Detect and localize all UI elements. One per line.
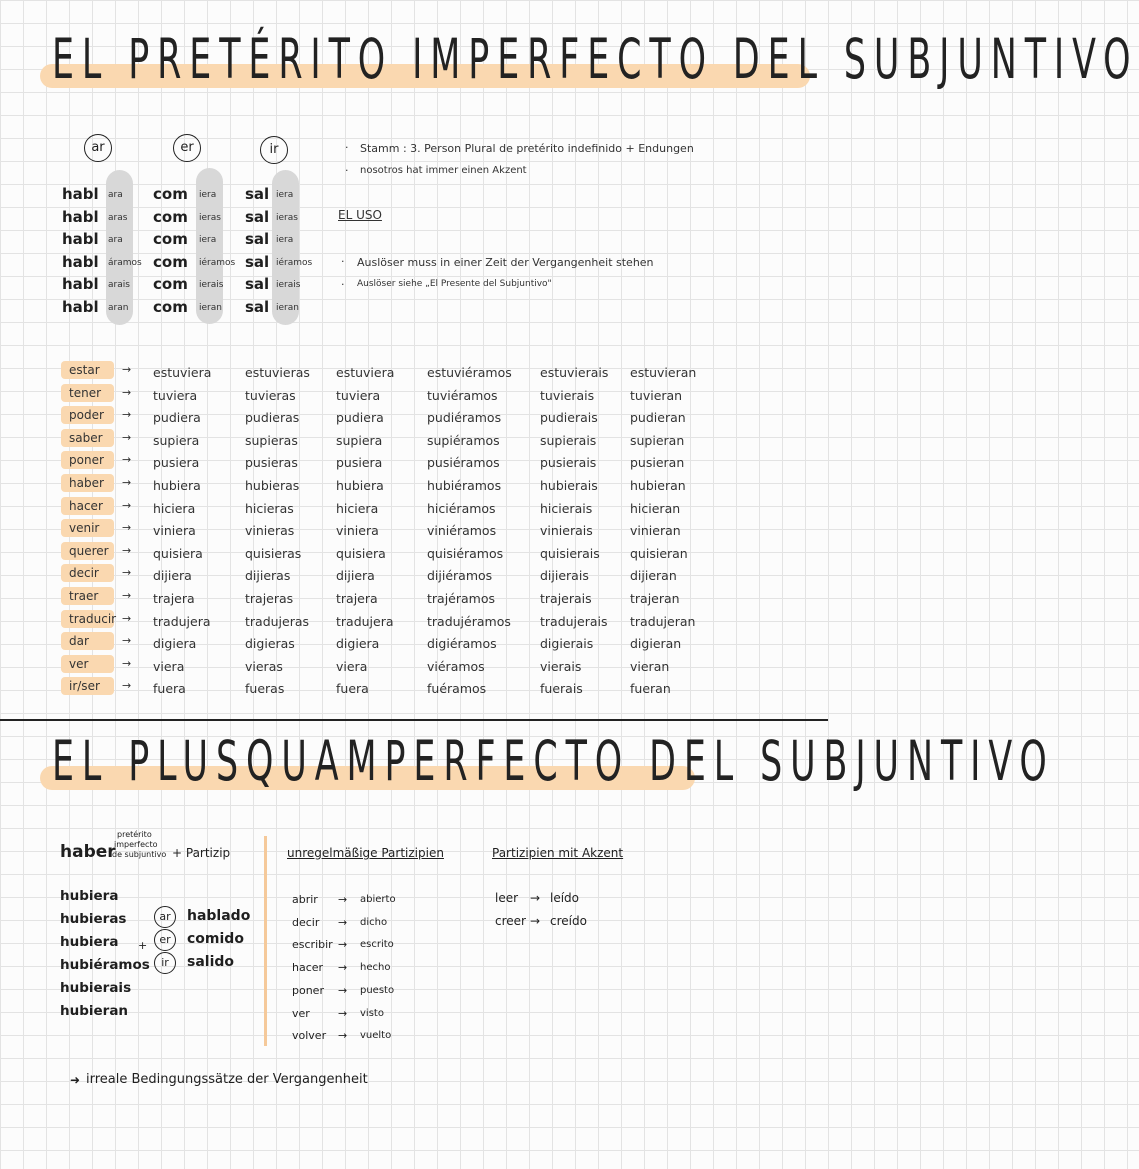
stem-ar: habl xyxy=(62,230,99,248)
group-ar-circle: ar xyxy=(84,134,112,162)
stem-er: com xyxy=(153,297,188,316)
ending-er: iera xyxy=(199,235,217,245)
conjugated-form: pusiera xyxy=(153,455,200,471)
verb-tag: haber xyxy=(61,474,114,492)
ending-er: ierais xyxy=(199,280,224,290)
conjugated-form: pusieras xyxy=(245,455,298,471)
ending-ar: aran xyxy=(108,302,129,313)
conjugated-form: digiéramos xyxy=(427,636,497,652)
conjugated-form: digierais xyxy=(540,636,594,652)
ending-ir: iera xyxy=(276,235,294,245)
conjugated-form: viera xyxy=(336,658,368,674)
conjugated-form: viéramos xyxy=(427,658,485,674)
verb-tag: querer xyxy=(61,542,114,560)
conjugated-form: fuera xyxy=(336,681,369,697)
conjugated-form: vinierais xyxy=(540,523,593,539)
conjugated-form: vinieras xyxy=(245,523,295,539)
arrow-right-icon: → xyxy=(338,915,348,929)
arrow-right-icon: → xyxy=(338,961,348,975)
conjugated-form: quisiera xyxy=(336,545,386,561)
stem-ar: habl xyxy=(62,185,99,203)
arrow-right-icon: → xyxy=(122,521,132,535)
ending-ir: iéramos xyxy=(276,257,313,268)
participle-infinitive: poner xyxy=(292,983,324,997)
stem-ar: habl xyxy=(62,297,99,316)
arrow-right-icon: → xyxy=(338,938,348,952)
ending-er: ieras xyxy=(199,212,221,223)
participle-form: creído xyxy=(550,914,587,928)
conjugated-form: hicierais xyxy=(540,500,593,516)
ending-ir: ieran xyxy=(276,302,299,313)
participle-infinitive: ver xyxy=(292,1006,310,1020)
verb-tag: estar xyxy=(61,361,114,379)
ending-ir: ieras xyxy=(276,212,298,223)
conjugated-form: dijiéramos xyxy=(427,568,493,584)
verb-tag: ver xyxy=(61,655,114,673)
stem-er: com xyxy=(153,207,188,226)
conjugated-form: supiera xyxy=(153,432,200,448)
stem-ar: habl xyxy=(62,207,99,226)
verb-tag: ir/ser xyxy=(61,677,114,695)
stem-er: com xyxy=(153,230,188,248)
haber-form: hubieran xyxy=(60,1003,129,1019)
conjugated-form: pusieran xyxy=(630,455,685,471)
stem-er: com xyxy=(153,185,188,203)
verb-tag: dar xyxy=(61,632,114,650)
uso-heading: EL USO xyxy=(338,208,382,222)
arrow-right-icon: → xyxy=(122,363,132,376)
ending-ir: iera xyxy=(276,190,294,200)
stem-ir: sal xyxy=(245,252,270,271)
conjugated-form: tradujéramos xyxy=(427,613,511,629)
conjugated-form: dijiera xyxy=(336,568,375,584)
participle-infinitive: hacer xyxy=(292,961,324,975)
uso-note-1: Auslöser muss in einer Zeit der Vergangenheit stehen xyxy=(357,256,654,269)
stem-er: com xyxy=(153,252,188,271)
conjugated-form: hiciera xyxy=(153,500,196,516)
conjugated-form: supieras xyxy=(245,432,298,448)
verb-tag: traducir xyxy=(61,610,114,628)
conjugated-form: estuviera xyxy=(153,365,212,380)
conjugated-form: trajeran xyxy=(630,591,680,606)
participle-infinitive: escribir xyxy=(292,938,333,952)
arrow-right-icon: → xyxy=(338,983,348,997)
participle-infinitive: creer xyxy=(495,914,526,928)
conjugated-form: quisiera xyxy=(153,545,203,561)
conjugated-form: supiera xyxy=(336,432,383,448)
haber-label: haber xyxy=(60,842,116,862)
conjugated-form: trajerais xyxy=(540,591,592,606)
verb-tag: poner xyxy=(61,451,114,469)
arrow-right-icon: → xyxy=(122,430,132,444)
conjugated-form: digiera xyxy=(153,636,197,652)
arrow-right-icon: → xyxy=(122,589,132,602)
conjugated-form: fueras xyxy=(245,681,285,697)
conjugated-form: vinieran xyxy=(630,523,681,539)
group-er-circle: er xyxy=(173,134,201,162)
conjugated-form: pusiera xyxy=(336,455,383,471)
ending-er: iera xyxy=(199,190,217,200)
participle-form: leído xyxy=(550,891,580,905)
conjugated-form: hiciera xyxy=(336,500,379,516)
conjugated-form: quisieras xyxy=(245,545,302,561)
vertical-divider xyxy=(264,836,267,1046)
verb-tag: decir xyxy=(61,564,114,582)
verb-tag: poder xyxy=(61,406,114,424)
haber-form: hubiera xyxy=(60,934,119,950)
conjugated-form: hiciéramos xyxy=(427,500,496,516)
conjugated-form: estuviera xyxy=(336,365,395,380)
conjugated-form: hubieras xyxy=(245,478,300,493)
conjugated-form: vieras xyxy=(245,658,283,674)
verb-tag: traer xyxy=(61,587,114,605)
haber-sup-3: de subjuntivo xyxy=(112,850,167,859)
conjugated-form: dijiera xyxy=(153,568,192,584)
arrow-icon: ➜ xyxy=(70,1073,81,1087)
conjugated-form: estuvieras xyxy=(245,365,310,380)
conjugated-form: trajera xyxy=(153,591,195,606)
stem-ar: habl xyxy=(62,252,99,271)
conjugated-form: viniera xyxy=(336,523,379,539)
conjugated-form: trajéramos xyxy=(427,591,495,606)
participle-form: puesto xyxy=(360,984,395,996)
group-er-circle: er xyxy=(154,929,176,951)
conjugated-form: hicieran xyxy=(630,500,681,516)
arrow-right-icon: → xyxy=(122,476,132,489)
stem-ir: sal xyxy=(245,207,270,226)
stem-ar: habl xyxy=(62,275,99,293)
conjugated-form: quisierais xyxy=(540,545,600,561)
arrow-right-icon: → xyxy=(338,893,348,906)
section2-title: EL PLUSQUAMPERFECTO DEL SUBJUNTIVO xyxy=(52,730,1055,794)
conjugated-form: tradujera xyxy=(153,613,211,629)
uso-note-2: Auslöser siehe „El Presente del Subjuntivo" xyxy=(357,279,552,289)
ending-ar: ara xyxy=(108,235,123,245)
participle-form: abierto xyxy=(360,894,396,905)
verb-tag: saber xyxy=(61,429,114,447)
ending-ir: ierais xyxy=(276,280,301,290)
conjugated-form: tuvierais xyxy=(540,387,595,403)
verb-tag: hacer xyxy=(61,497,114,515)
arrow-right-icon: → xyxy=(338,1029,348,1043)
conjugated-form: tradujerais xyxy=(540,613,608,629)
participle-form: dicho xyxy=(360,916,388,928)
arrow-right-icon: → xyxy=(122,611,132,625)
note-bullet-2: · xyxy=(345,164,349,177)
conjugated-form: trajeras xyxy=(245,591,294,606)
ending-er: iéramos xyxy=(199,257,236,268)
conjugated-form: dijieran xyxy=(630,568,677,584)
conjugated-form: fuera xyxy=(153,681,186,697)
conjugated-form: digieras xyxy=(245,636,295,652)
conjugated-form: tradujeran xyxy=(630,613,696,629)
arrow-right-icon: → xyxy=(122,453,132,467)
verb-tag: venir xyxy=(61,519,114,537)
haber-form: hubierais xyxy=(60,980,132,996)
participle-form: hecho xyxy=(360,962,391,974)
participle-infinitive: decir xyxy=(292,915,320,929)
conjugated-form: dijieras xyxy=(245,568,291,584)
arrow-right-icon: → xyxy=(122,634,132,648)
conjugated-form: pudieran xyxy=(630,410,686,426)
ending-ar: ara xyxy=(108,190,123,200)
group-ir-circle: ir xyxy=(154,952,176,974)
arrow-right-icon: → xyxy=(122,408,132,422)
conjugated-form: tuviéramos xyxy=(427,387,498,403)
conjugated-form: fuerais xyxy=(540,681,583,697)
conjugated-form: pudierais xyxy=(540,410,598,426)
conjugated-form: hubiéramos xyxy=(427,478,502,493)
conjugated-form: tuvieras xyxy=(245,387,296,403)
arrow-right-icon: → xyxy=(122,543,132,557)
arrow-right-icon: → xyxy=(122,656,132,670)
arrow-right-icon: → xyxy=(338,1006,348,1020)
conjugated-form: pudieras xyxy=(245,410,300,426)
arrow-right-icon: → xyxy=(122,679,132,693)
note-akzent: nosotros hat immer einen Akzent xyxy=(360,165,527,176)
conjugated-form: hubieran xyxy=(630,478,686,493)
participle-form: vuelto xyxy=(360,1030,392,1042)
uso-bullet-2: · xyxy=(341,278,345,291)
conjugated-form: pudiera xyxy=(336,410,384,426)
haber-form: hubiera xyxy=(60,888,119,904)
conjugated-form: pudiéramos xyxy=(427,410,502,426)
ending-ar: aras xyxy=(108,212,128,223)
section1-title: EL PRETÉRITO IMPERFECTO DEL SUBJUNTIVO xyxy=(52,28,1139,92)
stem-ir: sal xyxy=(245,230,270,248)
conjugated-form: vierais xyxy=(540,658,582,674)
note-bullet-1: · xyxy=(345,141,349,154)
participle-ar: hablado xyxy=(187,908,251,924)
conjugated-form: pusiéramos xyxy=(427,455,500,471)
conjugated-form: tradujera xyxy=(336,613,394,629)
uso-bullet-1: · xyxy=(341,255,345,268)
ending-ar: arais xyxy=(108,280,130,290)
conjugated-form: supieran xyxy=(630,432,685,448)
accent-participles-heading: Partizipien mit Akzent xyxy=(492,846,624,860)
conjugated-form: hicieras xyxy=(245,500,294,516)
group-ar-circle: ar xyxy=(154,906,176,928)
plus-sign: + xyxy=(138,939,148,952)
conjugated-form: dijierais xyxy=(540,568,589,584)
irregular-participles-heading: unregelmäßige Partizipien xyxy=(287,846,444,860)
haber-form: hubiéramos xyxy=(60,957,150,973)
conjugated-form: tuvieran xyxy=(630,387,683,403)
conjugated-form: trajera xyxy=(336,591,378,606)
haber-plus-partizip: + Partizip xyxy=(172,846,231,860)
group-ir-circle: ir xyxy=(260,136,288,164)
stem-ir: sal xyxy=(245,185,270,203)
conjugated-form: hubiera xyxy=(153,478,201,493)
section-divider xyxy=(0,719,828,721)
conjugated-form: pudiera xyxy=(153,410,201,426)
ending-ar: áramos xyxy=(108,257,142,268)
conjugated-form: estuvieran xyxy=(630,365,697,380)
conjugated-form: estuviéramos xyxy=(427,365,512,380)
conjugated-form: digieran xyxy=(630,636,682,652)
conjugated-form: viniéramos xyxy=(427,523,497,539)
note-stamm: Stamm : 3. Person Plural de pretérito indefinido + Endungen xyxy=(360,142,694,155)
stem-ir: sal xyxy=(245,275,270,293)
conjugated-form: quisieran xyxy=(630,545,688,561)
participle-form: escrito xyxy=(360,939,394,951)
conjugated-form: digiera xyxy=(336,636,380,652)
arrow-right-icon: → xyxy=(122,566,132,580)
participle-infinitive: leer xyxy=(495,891,519,905)
conjugated-form: tuviera xyxy=(153,387,198,403)
conjugated-form: hubiera xyxy=(336,478,384,493)
arrow-right-icon: → xyxy=(530,914,541,928)
participle-er: comido xyxy=(187,931,244,947)
verb-tag: tener xyxy=(61,384,114,402)
conjugated-form: hubierais xyxy=(540,478,598,493)
conjugated-form: fuéramos xyxy=(427,681,487,697)
conjugated-form: viniera xyxy=(153,523,196,539)
participle-infinitive: volver xyxy=(292,1029,327,1043)
stem-ir: sal xyxy=(245,297,270,316)
participle-form: visto xyxy=(360,1007,384,1019)
conjugated-form: pusierais xyxy=(540,455,597,471)
conjugated-form: tradujeras xyxy=(245,613,310,629)
arrow-right-icon: → xyxy=(122,385,132,399)
conjugated-form: quisiéramos xyxy=(427,545,504,561)
conjugated-form: supiéramos xyxy=(427,432,500,448)
haber-sup-1: pretérito xyxy=(117,830,152,839)
ending-er: ieran xyxy=(199,302,222,313)
usage-note: irreale Bedingungssätze der Vergangenheit xyxy=(86,1072,368,1087)
arrow-right-icon: → xyxy=(122,498,132,512)
participle-infinitive: abrir xyxy=(292,893,318,906)
haber-sup-2: imperfecto xyxy=(114,840,158,849)
conjugated-form: estuvierais xyxy=(540,365,609,380)
conjugated-form: tuviera xyxy=(336,387,381,403)
conjugated-form: vieran xyxy=(630,658,670,674)
conjugated-form: fueran xyxy=(630,681,671,697)
haber-form: hubieras xyxy=(60,911,127,927)
stem-er: com xyxy=(153,275,188,293)
arrow-right-icon: → xyxy=(530,891,541,905)
conjugated-form: viera xyxy=(153,658,185,674)
participle-ir: salido xyxy=(187,954,235,970)
conjugated-form: supierais xyxy=(540,432,597,448)
